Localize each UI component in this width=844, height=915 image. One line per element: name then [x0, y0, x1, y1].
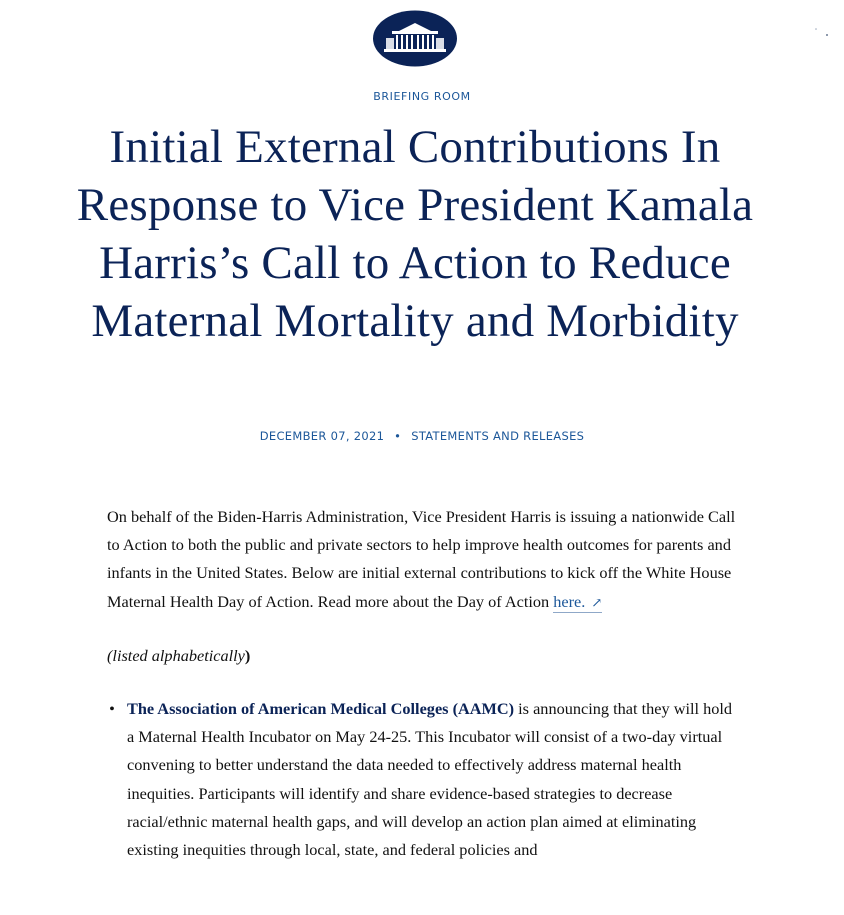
page-title: Initial External Contributions In Response to Vice President Kamala Harris’s Call to Action to Reduce Maternal Mortality and Morbidity — [76, 121, 754, 347]
bullet-icon: • — [109, 699, 115, 719]
intro-text: On behalf of the Biden-Harris Administration, Vice President Harris is issuing a nationwide Call to Action to both the public and private sectors to help improve health outcomes for parents and infants in the United States. Below are initial external contributions to kick off the White House Maternal Health Day of Action. Read more about the Day of Action — [107, 507, 736, 611]
article-meta — [0, 428, 844, 444]
listing-note-close: ) — [244, 645, 251, 665]
white-house-logo[interactable] — [372, 10, 458, 67]
intro-paragraph — [107, 503, 737, 617]
listing-note-text: (listed alphabetically — [107, 645, 245, 665]
section-label-link[interactable]: BRIEFING ROOM — [373, 90, 471, 103]
publish-date: DECEMBER 07, 2021 — [259, 429, 385, 443]
list-item — [109, 695, 737, 864]
white-house-seal-icon — [372, 10, 458, 67]
contributions-list — [107, 695, 737, 864]
meta-separator: • — [394, 429, 402, 443]
entry-text: is announcing that they will hold a Maternal Health Incubator on May 24-25. This Incubator will consist of a two-day virtual convening to better understand the data needed to effectively address maternal health inequities. Participants will identify and share evidence-based strategies to decrease racial/ethnic maternal health gaps, and will develop an action plan aimed at eliminating existing inequities through local, state, and federal policies and — [127, 699, 733, 860]
entry-organization: The Association of American Medical Colleges (AAMC) — [127, 699, 515, 719]
listing-note — [107, 642, 737, 670]
external-link-arrow-icon: ↗ — [591, 594, 603, 610]
article-body — [107, 503, 737, 864]
category-link[interactable]: STATEMENTS AND RELEASES — [411, 429, 585, 443]
corner-marks — [814, 22, 830, 32]
day-of-action-link[interactable] — [553, 592, 602, 613]
day-of-action-link-label: here. — [553, 591, 586, 611]
